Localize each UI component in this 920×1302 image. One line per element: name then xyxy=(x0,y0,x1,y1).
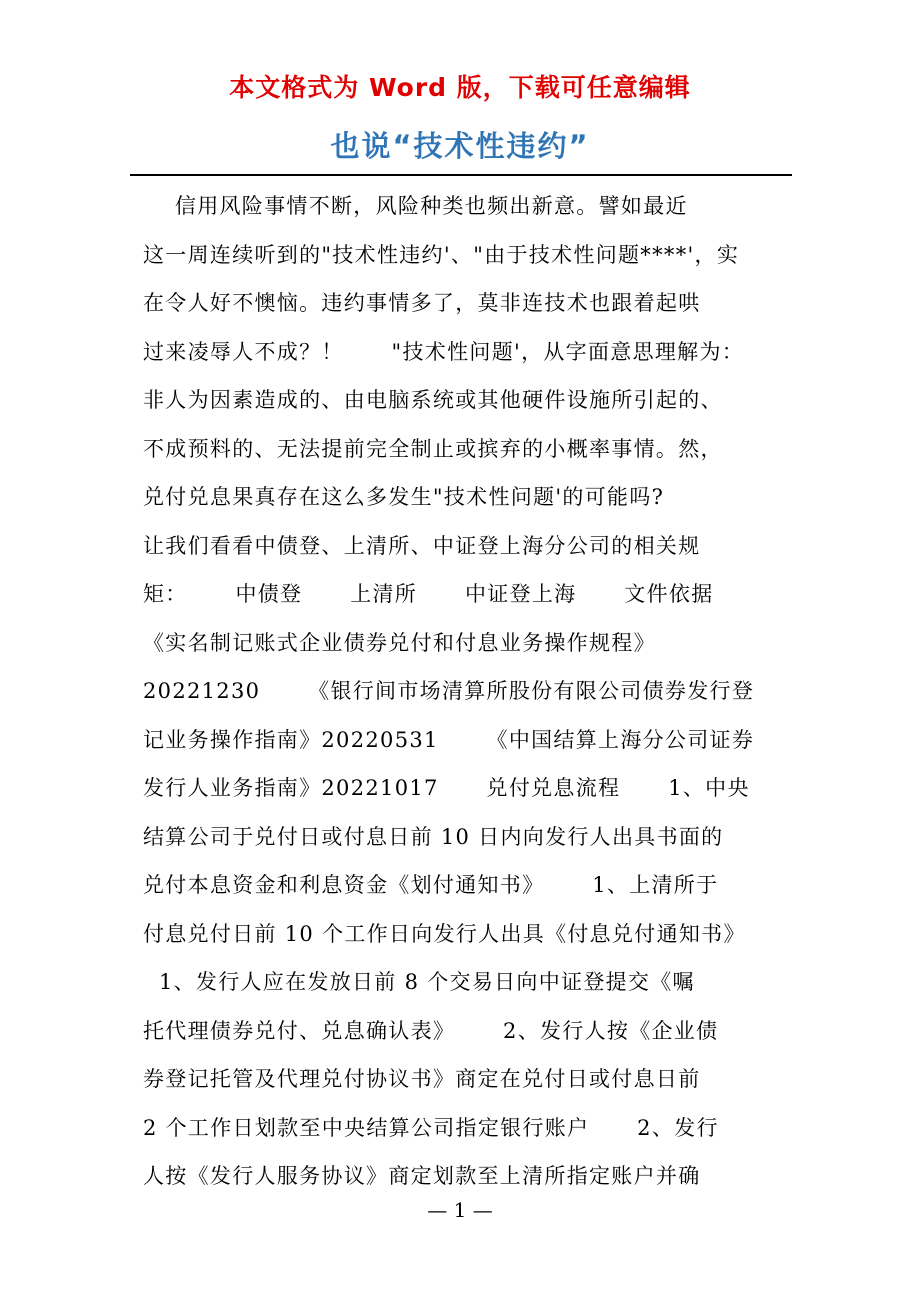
body-line: 记业务操作指南》20220531 《中国结算上海分公司证券 xyxy=(143,727,755,752)
page-title: 也说“技术性违约” xyxy=(330,129,590,163)
body-line: 过来凌辱人不成？！ "技术性问题'，从字面意思理解为： xyxy=(143,339,745,364)
body-line: 券登记托管及代理兑付协议书》商定在兑付日或付息日前 xyxy=(143,1067,701,1091)
body-line: 1、发行人应在发放日前 8 个交易日向中证登提交《嘱 xyxy=(143,970,695,994)
article-body xyxy=(143,182,788,1201)
body-line: 这一周连续听到的"技术性违约'、"由于技术性问题****'，实 xyxy=(143,242,740,267)
page-number: — 1 — xyxy=(427,1198,493,1222)
body-line: 2 个工作日划款至中央结算公司指定银行账户 2、发行 xyxy=(143,1115,719,1140)
body-line: 兑付兑息果真存在这么多发生"技术性问题'的可能吗? xyxy=(143,485,665,509)
body-line: 兑付本息资金和利息资金《划付通知书》 1、上清所于 xyxy=(143,873,719,897)
body-line: 矩： 中债登 上清所 中证登上海 文件依据 xyxy=(143,582,714,606)
body-line: 在令人好不懊恼。违约事情多了，莫非连技术也跟着起哄 xyxy=(143,291,701,315)
body-line: 《实名制记账式企业债券兑付和付息业务操作规程》 xyxy=(143,630,656,655)
body-line: 人按《发行人服务协议》商定划款至上清所指定账户并确 xyxy=(143,1164,701,1188)
body-line: 非人为因素造成的、由电脑系统或其他硬件设施所引起的、 xyxy=(143,388,723,412)
title-divider xyxy=(130,174,792,176)
body-line: 20221230 《银行间市场清算所股份有限公司债券发行登 xyxy=(143,679,755,703)
download-banner: 本文格式为 Word 版，下载可任意编辑 xyxy=(229,73,691,102)
body-line: 付息兑付日前 10 个工作日向发行人出具《付息兑付通知书》 xyxy=(143,921,746,946)
body-line: 发行人业务指南》20221017 兑付兑息流程 1、中央 xyxy=(143,776,750,800)
body-line: 信用风险事情不断，风险种类也频出新意。譬如最近 xyxy=(143,194,688,218)
body-line: 不成预料的、无法提前完全制止或摈弃的小概率事情。然， xyxy=(143,436,723,461)
body-line: 结算公司于兑付日或付息日前 10 日内向发行人出具书面的 xyxy=(143,824,724,849)
body-line: 托代理债券兑付、兑息确认表》 2、发行人按《企业债 xyxy=(143,1018,719,1043)
body-line: 让我们看看中债登、上清所、中证登上海分公司的相关规 xyxy=(143,533,701,558)
